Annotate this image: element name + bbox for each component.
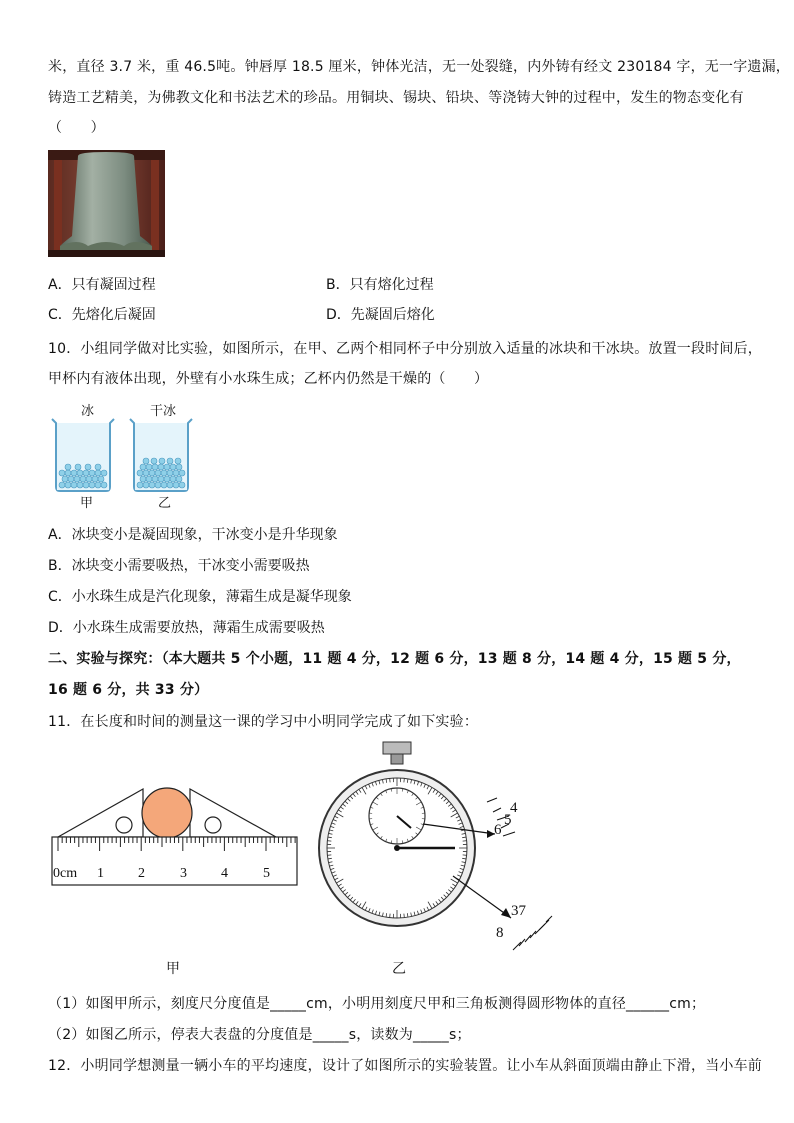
zoom2-label-8: 8 [496, 925, 504, 941]
q10-option-c: C．小水珠生成是汽化现象，薄霜生成是凝华现象 [48, 589, 352, 605]
section2-heading-line1: 二、实验与探究：（本大题共 5 个小题，11 题 4 分，12 题 6 分，13 题 8 分，14 题 4 分，15 题 5 分， [48, 651, 741, 667]
q12-text-line1: 12．小明同学想测量一辆小车的平均速度，设计了如图所示的实验装置。让小车从斜面顶端由静止下滑，当小车前 [48, 1058, 763, 1074]
q10-text-line1: 10．小组同学做对比实验，如图所示，在甲、乙两个相同杯子中分别放入适量的冰块和干冰块。放置一段时间后， [48, 341, 763, 357]
q9-option-d: D．先凝固后熔化 [326, 307, 435, 323]
q9-option-a: A．只有凝固过程 [48, 277, 156, 293]
q10-text-line2: 甲杯内有液体出现，外壁有小水珠生成；乙杯内仍然是干燥的（ ） [48, 371, 489, 387]
ruler-label-5: 5 [263, 866, 270, 881]
cups-figure [48, 415, 198, 495]
bell-photo [48, 150, 165, 257]
q10-option-b: B．冰块变小需要吸热，干冰变小需要吸热 [48, 558, 310, 574]
ruler-label-3: 3 [180, 866, 187, 881]
q9-option-b: B．只有熔化过程 [326, 277, 434, 293]
zoom1-label-5: 5 [504, 812, 512, 828]
stopwatch-figure [315, 740, 555, 955]
cup-ice-label: 冰 [81, 404, 95, 419]
cup-dryice-label: 干冰 [150, 404, 177, 419]
q10-option-a: A．冰块变小是凝固现象，干冰变小是升华现象 [48, 527, 338, 543]
zoom1-label-6: 6 [494, 822, 502, 838]
section2-heading-line2: 16 题 6 分，共 33 分） [48, 682, 209, 698]
q9-option-c: C．先熔化后凝固 [48, 307, 156, 323]
q10-option-d: D．小水珠生成需要放热，薄霜生成需要吸热 [48, 620, 325, 636]
ruler-label-4: 4 [221, 866, 228, 881]
fig-caption-yi: 乙 [392, 961, 406, 977]
cup-jia-label: 甲 [80, 496, 94, 511]
q9-text-line1: 米，直径 3.7 米，重 46.5吨。钟唇厚 18.5 厘米，钟体光洁，无一处裂缝，内外铸有经文 230184 字，无一字遗漏， [48, 59, 791, 75]
ruler-label-0: 0cm [53, 866, 78, 881]
q11-sub2: （2）如图乙所示，停表大表盘的分度值是_____s，读数为_____s； [48, 1027, 471, 1043]
q11-sub1: （1）如图甲所示，刻度尺分度值是_____cm，小明用刻度尺甲和三角板测得圆形物体的直径______cm； [48, 996, 706, 1012]
fig-caption-jia: 甲 [166, 961, 180, 977]
zoom1-label-4: 4 [510, 800, 518, 816]
cup-jia [52, 419, 114, 491]
cup-yi-label: 乙 [158, 496, 172, 511]
cup-yi [130, 419, 192, 491]
q9-answer-bracket: （ ） [48, 120, 105, 136]
zoom2-label-37: 37 [511, 903, 526, 919]
q9-text-line2: 铸造工艺精美，为佛教文化和书法艺术的珍品。用铜块、锡块、铅块、等浇铸大钟的过程中，发生的物态变化有 [48, 90, 744, 106]
q11-stem: 11．在长度和时间的测量这一课的学习中小明同学完成了如下实验： [48, 714, 479, 730]
ruler-label-2: 2 [138, 866, 145, 881]
ruler-label-1: 1 [97, 866, 104, 881]
